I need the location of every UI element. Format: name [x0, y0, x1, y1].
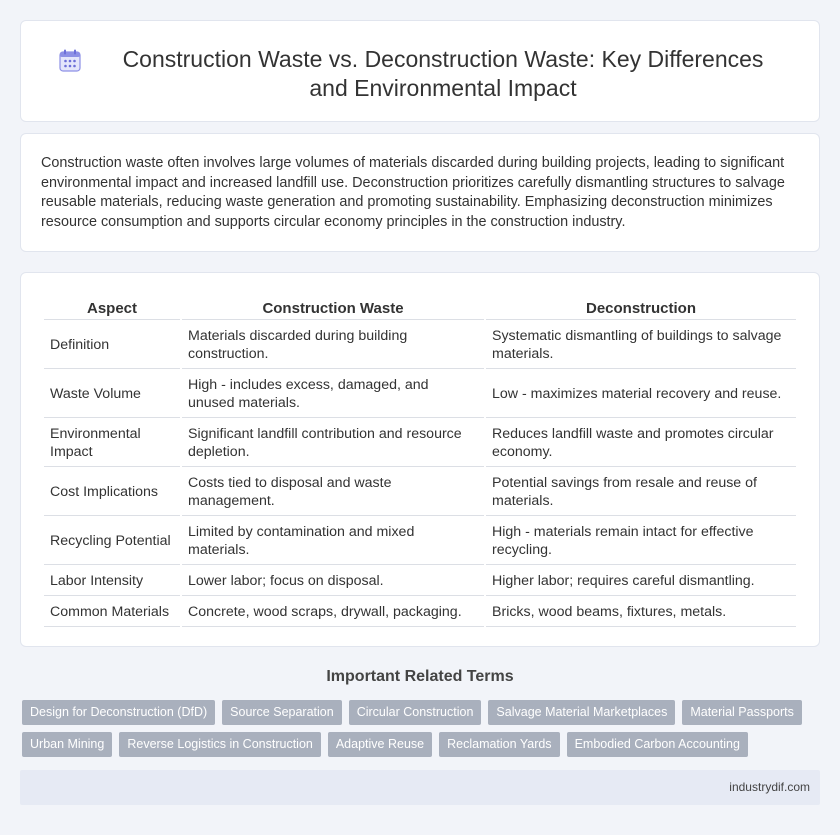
row-aspect: Labor Intensity: [44, 567, 180, 596]
row-construction-waste: Significant landfill contribution and resource depletion.: [182, 420, 484, 467]
related-term-tag[interactable]: Salvage Material Marketplaces: [488, 700, 675, 725]
table-row: [44, 469, 796, 516]
row-construction-waste: Limited by contamination and mixed materials.: [182, 518, 484, 565]
row-aspect: Recycling Potential: [44, 518, 180, 565]
row-aspect: Definition: [44, 322, 180, 369]
row-deconstruction: Reduces landfill waste and promotes circular economy.: [486, 420, 796, 467]
table-row: [44, 420, 796, 467]
related-term-tag[interactable]: Urban Mining: [22, 732, 112, 757]
intro-paragraph: Construction waste often involves large volumes of materials discarded during building projects, leading to significant environmental impact and increased landfill use. Deconstruction prioritizes carefully dismantling structures to salvage reusable materials, reducing waste generation and promoting sustainability. Emphasizing deconstruction minimizes resource consumption and supports circular economy principles in the construction industry.: [41, 155, 785, 230]
header-aspect: Aspect: [44, 297, 180, 320]
calendar-icon: [57, 48, 83, 74]
table-row: [44, 567, 796, 596]
related-term-tag[interactable]: Reclamation Yards: [439, 732, 559, 757]
header-deconstruction: Deconstruction: [486, 297, 796, 320]
related-term-tag[interactable]: Design for Deconstruction (DfD): [22, 700, 215, 725]
title-card: [20, 20, 820, 122]
related-term-tag[interactable]: Source Separation: [222, 700, 342, 725]
page-title: Construction Waste vs. Deconstruction Waste: Key Differences and Environmental Impact: [122, 46, 764, 101]
related-term-tag[interactable]: Adaptive Reuse: [328, 732, 432, 757]
comparison-card: [20, 272, 820, 647]
related-term-tag[interactable]: Circular Construction: [349, 700, 482, 725]
row-construction-waste: Lower labor; focus on disposal.: [182, 567, 484, 596]
row-aspect: Waste Volume: [44, 371, 180, 418]
row-construction-waste: Concrete, wood scraps, drywall, packaging.: [182, 598, 484, 627]
footer-bar: [20, 770, 820, 805]
intro-card: [20, 133, 820, 252]
table-header-row: [44, 297, 796, 320]
row-aspect: Cost Implications: [44, 469, 180, 516]
footer-site-link[interactable]: industrydif.com: [729, 780, 810, 794]
row-deconstruction: Higher labor; requires careful dismantling.: [486, 567, 796, 596]
row-construction-waste: Materials discarded during building construction.: [182, 322, 484, 369]
row-aspect: Common Materials: [44, 598, 180, 627]
table-row: [44, 518, 796, 565]
related-term-tag[interactable]: Embodied Carbon Accounting: [567, 732, 748, 757]
row-deconstruction: Bricks, wood beams, fixtures, metals.: [486, 598, 796, 627]
related-term-tag[interactable]: Material Passports: [682, 700, 802, 725]
row-deconstruction: Low - maximizes material recovery and reuse.: [486, 371, 796, 418]
related-terms-title: Important Related Terms: [326, 668, 514, 685]
row-aspect: Environmental Impact: [44, 420, 180, 467]
related-term-tag[interactable]: Reverse Logistics in Construction: [119, 732, 321, 757]
row-deconstruction: Systematic dismantling of buildings to salvage materials.: [486, 322, 796, 369]
row-deconstruction: High - materials remain intact for effective recycling.: [486, 518, 796, 565]
table-row: [44, 322, 796, 369]
related-terms-list: [22, 700, 812, 757]
table-row: [44, 371, 796, 418]
row-construction-waste: Costs tied to disposal and waste management.: [182, 469, 484, 516]
table-row: [44, 598, 796, 627]
row-construction-waste: High - includes excess, damaged, and unused materials.: [182, 371, 484, 418]
row-deconstruction: Potential savings from resale and reuse of materials.: [486, 469, 796, 516]
comparison-table: [42, 295, 798, 629]
header-construction-waste: Construction Waste: [182, 297, 484, 320]
